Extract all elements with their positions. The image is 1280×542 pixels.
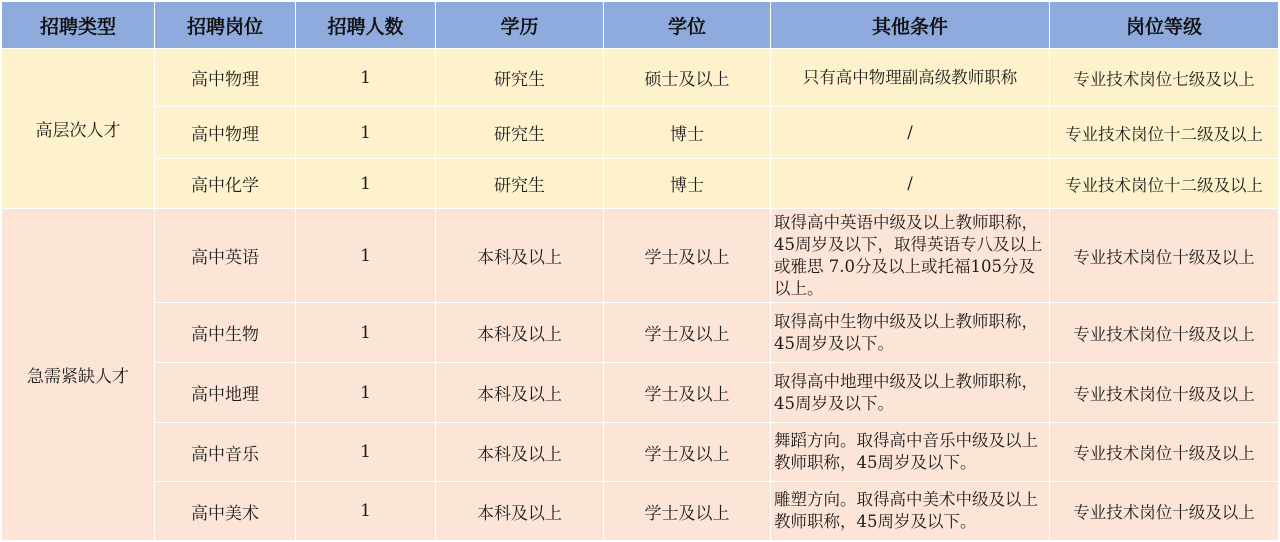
conditions-cell: 只有高中物理副高级教师职称 bbox=[771, 49, 1050, 107]
degree-cell: 学士及以上 bbox=[604, 303, 771, 363]
table-row bbox=[2, 107, 1279, 159]
degree-cell: 硕士及以上 bbox=[604, 49, 771, 107]
rank-cell: 专业技术岗位十级及以上 bbox=[1050, 209, 1279, 303]
conditions-cell: 取得高中英语中级及以上教师职称，45周岁及以下，取得英语专八及以上或雅思 7.0分及以上或托福105分及以上。 bbox=[771, 209, 1050, 303]
header-education: 学历 bbox=[436, 2, 604, 49]
degree-cell: 学士及以上 bbox=[604, 363, 771, 423]
recruit-type-cell: 高层次人才 bbox=[2, 49, 155, 209]
education-cell: 本科及以上 bbox=[436, 423, 604, 482]
rank-cell: 专业技术岗位十级及以上 bbox=[1050, 423, 1279, 482]
recruitment-table bbox=[1, 1, 1279, 541]
header-rank: 岗位等级 bbox=[1050, 2, 1279, 49]
header-recruit-type: 招聘类型 bbox=[2, 2, 155, 49]
rank-cell: 专业技术岗位十级及以上 bbox=[1050, 363, 1279, 423]
degree-cell: 学士及以上 bbox=[604, 423, 771, 482]
rank-cell: 专业技术岗位七级及以上 bbox=[1050, 49, 1279, 107]
conditions-cell: 取得高中生物中级及以上教师职称，45周岁及以下。 bbox=[771, 303, 1050, 363]
education-cell: 研究生 bbox=[436, 159, 604, 209]
post-cell: 高中地理 bbox=[155, 363, 296, 423]
education-cell: 本科及以上 bbox=[436, 303, 604, 363]
header-post: 招聘岗位 bbox=[155, 2, 296, 49]
table-row bbox=[2, 423, 1279, 482]
post-cell: 高中化学 bbox=[155, 159, 296, 209]
post-cell: 高中美术 bbox=[155, 482, 296, 541]
header-row bbox=[2, 2, 1279, 49]
degree-cell: 博士 bbox=[604, 107, 771, 159]
count-cell: 1 bbox=[296, 107, 436, 159]
count-cell: 1 bbox=[296, 363, 436, 423]
post-cell: 高中物理 bbox=[155, 107, 296, 159]
conditions-cell: / bbox=[771, 159, 1050, 209]
count-cell: 1 bbox=[296, 159, 436, 209]
header-conditions: 其他条件 bbox=[771, 2, 1050, 49]
table-row bbox=[2, 303, 1279, 363]
table-row bbox=[2, 482, 1279, 541]
rank-cell: 专业技术岗位十级及以上 bbox=[1050, 303, 1279, 363]
post-cell: 高中英语 bbox=[155, 209, 296, 303]
count-cell: 1 bbox=[296, 482, 436, 541]
rank-cell: 专业技术岗位十二级及以上 bbox=[1050, 107, 1279, 159]
conditions-cell: 雕塑方向。取得高中美术中级及以上教师职称，45周岁及以下。 bbox=[771, 482, 1050, 541]
count-cell: 1 bbox=[296, 49, 436, 107]
degree-cell: 学士及以上 bbox=[604, 209, 771, 303]
education-cell: 本科及以上 bbox=[436, 209, 604, 303]
degree-cell: 博士 bbox=[604, 159, 771, 209]
post-cell: 高中音乐 bbox=[155, 423, 296, 482]
table-row bbox=[2, 159, 1279, 209]
count-cell: 1 bbox=[296, 423, 436, 482]
table-row bbox=[2, 209, 1279, 303]
count-cell: 1 bbox=[296, 303, 436, 363]
degree-cell: 学士及以上 bbox=[604, 482, 771, 541]
education-cell: 研究生 bbox=[436, 49, 604, 107]
conditions-cell: 取得高中地理中级及以上教师职称，45周岁及以下。 bbox=[771, 363, 1050, 423]
conditions-cell: 舞蹈方向。取得高中音乐中级及以上教师职称，45周岁及以下。 bbox=[771, 423, 1050, 482]
recruit-type-cell: 急需紧缺人才 bbox=[2, 209, 155, 541]
education-cell: 本科及以上 bbox=[436, 363, 604, 423]
education-cell: 研究生 bbox=[436, 107, 604, 159]
conditions-cell: / bbox=[771, 107, 1050, 159]
post-cell: 高中物理 bbox=[155, 49, 296, 107]
post-cell: 高中生物 bbox=[155, 303, 296, 363]
rank-cell: 专业技术岗位十级及以上 bbox=[1050, 482, 1279, 541]
header-count: 招聘人数 bbox=[296, 2, 436, 49]
rank-cell: 专业技术岗位十二级及以上 bbox=[1050, 159, 1279, 209]
header-degree: 学位 bbox=[604, 2, 771, 49]
education-cell: 本科及以上 bbox=[436, 482, 604, 541]
table-row bbox=[2, 363, 1279, 423]
count-cell: 1 bbox=[296, 209, 436, 303]
recruitment-table-wrapper bbox=[1, 1, 1279, 541]
table-row bbox=[2, 49, 1279, 107]
